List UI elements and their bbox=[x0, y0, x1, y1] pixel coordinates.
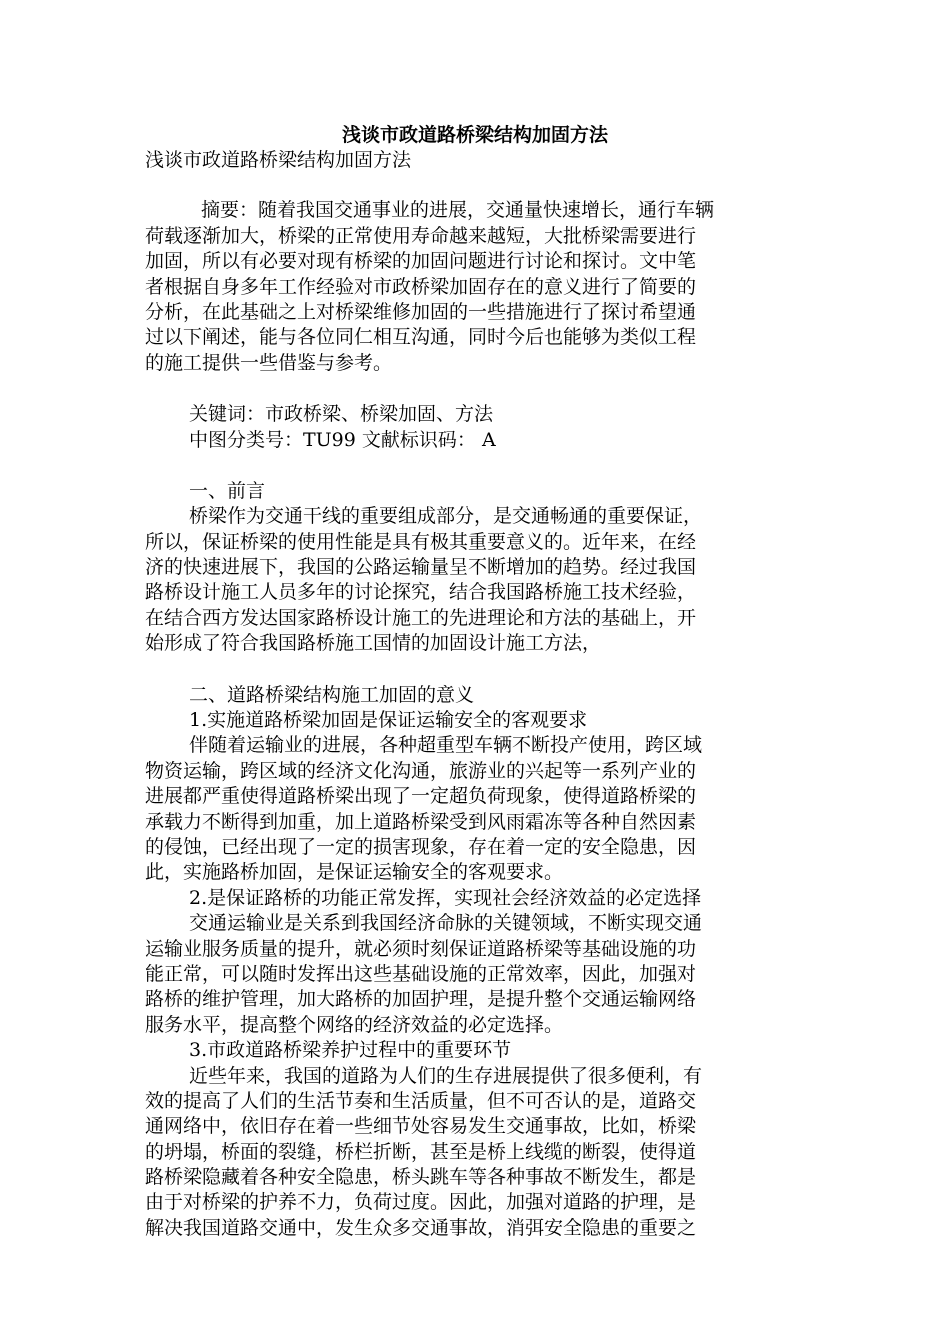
abstract-line: 摘要：随着我国交通事业的进展，交通量快速增长，通行车辆 bbox=[201, 199, 715, 222]
paragraph-line: 所以，保证桥梁的使用性能是具有极其重要意义的。近年来，在经 bbox=[145, 530, 697, 553]
classification-code: 中图分类号：TU99 文献标识码： A bbox=[189, 428, 496, 451]
section-significance bbox=[145, 683, 805, 1242]
document-title: 浅谈市政道路桥梁结构加固方法 bbox=[341, 124, 608, 146]
paragraph-line: 通网络中，依旧存在着一些细节处容易发生交通事故，比如，桥梁 bbox=[145, 1115, 697, 1138]
paragraph-line: 服务水平，提高整个网络的经济效益的必定选择。 bbox=[145, 1013, 564, 1036]
section-heading: 一、前言 bbox=[189, 479, 266, 502]
paragraph-line: 交通运输业是关系到我国经济命脉的关键领域，不断实现交通 bbox=[189, 912, 703, 935]
keywords: 关键词：市政桥梁、桥梁加固、方法 bbox=[189, 403, 494, 426]
abstract-line: 的施工提供一些借鉴与参考。 bbox=[145, 351, 393, 374]
paragraph-line: 路桥设计施工人员多年的讨论探究，结合我国路桥施工技术经验， bbox=[145, 581, 697, 604]
paragraph-line: 在结合西方发达国家路桥设计施工的先进理论和方法的基础上，开 bbox=[145, 606, 697, 629]
document-subtitle: 浅谈市政道路桥梁结构加固方法 bbox=[145, 149, 412, 171]
paragraph-line: 近些年来，我国的道路为人们的生存进展提供了很多便利，有 bbox=[189, 1064, 703, 1087]
paragraph-line: 始形成了符合我国路桥施工国情的加固设计施工方法， bbox=[145, 632, 602, 655]
abstract bbox=[145, 198, 805, 376]
paragraph-line: 路桥梁隐藏着各种安全隐患，桥头跳车等各种事故不断发生，都是 bbox=[145, 1166, 697, 1189]
abstract-line: 荷载逐渐加大，桥梁的正常使用寿命越来越短，大批桥梁需要进行 bbox=[145, 224, 697, 247]
paragraph-line: 济的快速进展下，我国的公路运输量呈不断增加的趋势。经过我国 bbox=[145, 556, 697, 579]
section-heading: 二、道路桥梁结构施工加固的意义 bbox=[189, 683, 475, 706]
paragraph-line: 路桥的维护管理，加大路桥的加固护理，是提升整个交通运输网络 bbox=[145, 988, 697, 1011]
abstract-line: 加固，所以有必要对现有桥梁的加固问题进行讨论和探讨。文中笔 bbox=[145, 250, 697, 273]
paragraph-line: 物资运输，跨区域的经济文化沟通，旅游业的兴起等一系列产业的 bbox=[145, 759, 697, 782]
paragraph-line: 伴随着运输业的进展，各种超重型车辆不断投产使用，跨区域 bbox=[189, 734, 703, 757]
document-page bbox=[145, 122, 805, 1241]
section-introduction bbox=[145, 479, 805, 657]
paragraph-line: 桥梁作为交通干线的重要组成部分，是交通畅通的重要保证， bbox=[189, 505, 703, 528]
paragraph-line: 能正常，可以随时发挥出这些基础设施的正常效率，因此，加强对 bbox=[145, 962, 697, 985]
paragraph-line: 进展都严重使得道路桥梁出现了一定超负荷现象，使得道路桥梁的 bbox=[145, 785, 697, 808]
paragraph-line: 的坍塌，桥面的裂缝，桥栏折断，甚至是桥上线缆的断裂，使得道 bbox=[145, 1140, 697, 1163]
paragraph-line: 的侵蚀，已经出现了一定的损害现象，存在着一定的安全隐患，因 bbox=[145, 835, 697, 858]
spacer bbox=[145, 376, 805, 402]
abstract-line: 分析，在此基础之上对桥梁维修加固的一些措施进行了探讨希望通 bbox=[145, 300, 697, 323]
paragraph-line: 解决我国道路交通中，发生众多交通事故，消弭安全隐患的重要之 bbox=[145, 1216, 697, 1239]
paragraph-line: 承载力不断得到加重，加上道路桥梁受到风雨霜冻等各种自然因素 bbox=[145, 810, 697, 833]
abstract-line: 过以下阐述，能与各位同仁相互沟通，同时今后也能够为类似工程 bbox=[145, 326, 697, 349]
paragraph-line: 此，实施路桥加固，是保证运输安全的客观要求。 bbox=[145, 861, 564, 884]
abstract-line: 者根据自身多年工作经验对市政桥梁加固存在的意义进行了简要的 bbox=[145, 275, 697, 298]
spacer bbox=[145, 453, 805, 479]
spacer bbox=[145, 657, 805, 683]
subsection-heading: 3.市政道路桥梁养护过程中的重要环节 bbox=[189, 1039, 512, 1062]
subsection-heading: 1.实施道路桥梁加固是保证运输安全的客观要求 bbox=[189, 709, 588, 732]
paragraph-line: 运输业服务质量的提升，就必须时刻保证道路桥梁等基础设施的功 bbox=[145, 937, 697, 960]
spacer bbox=[145, 173, 805, 198]
paragraph-line: 效的提高了人们的生活节奏和生活质量，但不可否认的是，道路交 bbox=[145, 1089, 697, 1112]
paragraph-line: 由于对桥梁的护养不力，负荷过度。因此，加强对道路的护理，是 bbox=[145, 1191, 697, 1214]
subsection-heading: 2.是保证路桥的功能正常发挥，实现社会经济效益的必定选择 bbox=[189, 886, 702, 909]
